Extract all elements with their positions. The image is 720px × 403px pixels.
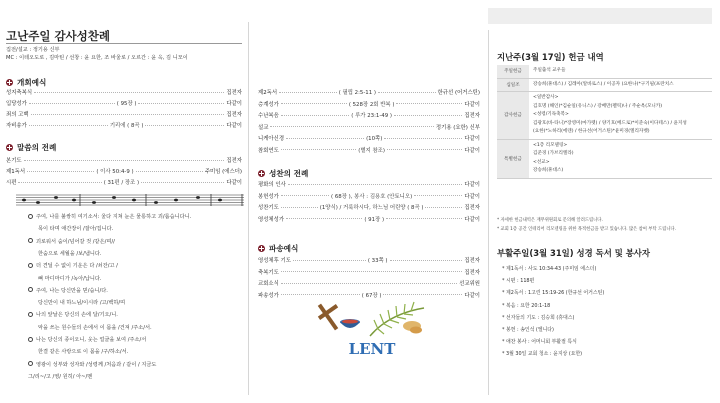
dot-leader [29, 103, 115, 104]
dot-leader [29, 125, 108, 126]
dot-leader [281, 149, 356, 150]
order-item-name: 축복기도 [258, 269, 279, 276]
column-divider [248, 22, 249, 395]
dot-leader [24, 160, 225, 161]
order-row [258, 256, 480, 264]
order-item-role: 집전자 [226, 90, 242, 96]
section-eucharist [258, 168, 308, 179]
psalm-line [28, 213, 191, 220]
order-row [258, 215, 480, 223]
offering-category: 주일헌금 [497, 65, 529, 78]
dot-leader [281, 195, 329, 196]
psalm-line-text: 한숨으로 세월을 /보/냅니다. [38, 250, 102, 257]
psalm-line [38, 348, 128, 355]
celebrant-line: 집전/설교 : 정기용 신부 [6, 47, 60, 53]
offering-row [497, 92, 712, 140]
order-row [258, 134, 480, 142]
offering-line: (요한)*노하리(에덴) / 한규선(어거스틴)*윤미경(엘리자벳) [533, 129, 650, 134]
dot-leader [384, 138, 462, 139]
order-item-name: 층계성가 [258, 101, 279, 108]
offering-row [497, 78, 712, 92]
order-item-detail: ( 91장 ) [364, 216, 385, 223]
circle-bullet-icon [28, 214, 33, 219]
dot-leader [378, 92, 436, 93]
dot-leader [286, 218, 362, 219]
psalm-line [38, 250, 102, 257]
doc-title: 고난주일 감사성찬례 [6, 29, 110, 43]
order-item-role: 주미임 (에스더) [204, 169, 243, 175]
offering-line: 김호명 (해인)*김순일(유니스) / 강배만(펠릭)나 / 주순옥(모니카) [533, 103, 663, 109]
wooden-cross-icon [318, 304, 338, 331]
section-gathering [6, 77, 46, 88]
psalm-line-text: 나는 당신의 종이오니, 웃는 얼굴을 보여 /주소/서 [36, 337, 147, 343]
order-item-detail: ( 68장 ), 봉사 : 김용호 (안토니오) [331, 193, 413, 200]
order-item-name: 죄의 고백 [6, 112, 29, 118]
order-row [6, 167, 242, 175]
dot-leader [387, 149, 462, 150]
circle-bullet-icon [28, 312, 33, 317]
psalm-line-text: 악을 쓰는 원수들의 손에서 이 몸을 /건져 /주소/서. [38, 324, 152, 331]
column-divider [488, 30, 489, 395]
circle-bullet-icon [28, 337, 33, 342]
psalm-line [38, 299, 125, 306]
cross-icon [258, 245, 265, 252]
dot-leader [34, 92, 224, 93]
title-underline [6, 43, 242, 44]
order-row [258, 88, 480, 96]
order-item-role: 다같이 [464, 216, 480, 223]
offering-category: 감사헌금 [497, 92, 529, 140]
dot-leader [396, 103, 462, 104]
easter-item: * 제1독서 : 사도 10:34-43 (주미임 에스더) [502, 266, 597, 272]
offering-table [497, 65, 712, 179]
order-item-name: 영성체성가 [258, 216, 285, 223]
psalm-line-text: 그/리~/고 /영/ 원히/ 아~/멘 [28, 373, 93, 380]
offering-line: <선교> [533, 159, 550, 165]
dot-leader [141, 182, 224, 183]
dot-leader [136, 171, 203, 172]
offering-line: 강승희(휴대스) / 김레아(알바로스) / 이공자 (요한나)*구기필(프란치스 [533, 81, 674, 87]
psalm-line-text: 주여, 나를 불쌍히 여기소서: 울다 지쳐 눈은 물롱하고 괴/롭습니다니. [36, 214, 192, 220]
bowl-icon [340, 319, 360, 328]
dot-leader [281, 103, 347, 104]
order-item-name: 성지축복식 [6, 90, 33, 96]
offering-line: 김광호(바-타니)*장영미(마가렛) / 양기호(베드로)*이준숙(이다테스) / 윤지성 [533, 120, 687, 126]
order-row [6, 99, 242, 107]
order-row [6, 110, 242, 118]
order-item-detail: ( 이사 50:4-9 ) [96, 169, 134, 175]
order-item-name: 니케아신경 [258, 136, 285, 142]
easter-item: * 제2독서 : 1고린 15:19-26 (한규선 어거스틴) [502, 290, 605, 297]
offering-category: 특별헌금 [497, 139, 529, 178]
circle-bullet-icon [28, 238, 33, 243]
psalm-line-text: 나의 앞날은 당신의 손에 달/기오/니. [36, 312, 118, 319]
dot-leader [414, 195, 462, 196]
offering-detail [529, 92, 712, 140]
psalm-line [28, 361, 156, 368]
psalm-line-text: 목이 타며 애간장이 /잘아/집니다. [38, 226, 114, 233]
psalm-line-text: 더 견딜 수 없이 기운은 다 /쇠잔/고 / [36, 263, 118, 270]
offering-row [497, 65, 712, 78]
dot-leader [281, 271, 463, 272]
offering-line: <성령/기독축복> [533, 112, 569, 117]
order-item-role: 집전자 [226, 158, 242, 164]
dot-leader [390, 260, 463, 261]
order-item-detail: ( 루가 23:1-49 ) [351, 113, 392, 119]
dot-leader [18, 182, 101, 183]
psalm-line [38, 275, 102, 282]
ministers-line: MC : 이테오도로 , 김마틴 / 선창 : 윤 요한, 조 바울로 / 오르간 : 윤 옥, 김 니모이 [6, 55, 188, 61]
dot-leader [281, 283, 457, 284]
order-row [6, 156, 242, 164]
order-row [6, 178, 242, 186]
easter-item: * 봉헌 : 송인석 (엘니다) [502, 327, 554, 333]
order-item-name: 참회연도 [258, 147, 279, 154]
easter-item: * 애찬 봉사 : 어머니회 부활절 특식 [502, 339, 577, 346]
offering-category: 십일조 [497, 78, 529, 92]
order-item-role: 다같이 [226, 180, 242, 186]
order-item-detail: ( 33쪽 ) [367, 258, 388, 264]
section-word [6, 142, 56, 153]
order-row [258, 111, 480, 119]
cross-icon [258, 170, 265, 177]
psalm-line-text: 영광이 성부와 성자와 /성령께 /처음과 / 같이 / 지금도 [36, 361, 157, 368]
order-item-name: 본기도 [6, 158, 22, 164]
psalm-line-text: 당신만이 내 하느님/이시라 /고/백하/며 [38, 300, 126, 307]
order-item-name: 설교 [258, 124, 269, 131]
section-dismissal-label: 파송예식 [269, 244, 299, 253]
offering-detail [529, 139, 712, 178]
dot-leader [31, 114, 225, 115]
order-item-name: 평화의 인사 [258, 182, 286, 188]
dot-leader [281, 115, 349, 116]
psalm-line-text: 한결 같은 사랑으로 이 몸을 /구/하소/서. [38, 349, 129, 356]
order-item-name: 봉헌성가 [258, 193, 279, 200]
psalm-line [38, 324, 152, 331]
order-row [258, 123, 480, 131]
dot-leader [425, 207, 462, 208]
offering-note: * 자세한 헌금내역은 재무위원회로 문의해 알려드립니다. [497, 218, 603, 223]
order-row [258, 192, 480, 200]
order-item-detail: ( 67장 ) [361, 292, 382, 299]
order-item-role: 다같이 [464, 101, 481, 108]
dot-leader [281, 207, 318, 208]
order-item-role: 정기용 (요한) 신부 [435, 124, 480, 131]
order-item-detail: ( 필립 2:5-11 ) [338, 90, 376, 96]
order-item-detail: ( 528장 2회 반복 ) [348, 101, 395, 108]
order-item-detail: (10쪽) [366, 136, 383, 142]
dot-leader [279, 92, 337, 93]
dot-leader [145, 125, 224, 126]
dot-leader [27, 171, 94, 172]
easter-item: * 선자들의 기도 : 김승희 (휴대스) [502, 314, 575, 321]
order-item-role: 집전자 [226, 112, 242, 118]
order-item-role: 집전자 [464, 269, 480, 276]
order-row [258, 146, 480, 154]
order-item-detail: (별지 참조) [358, 147, 385, 154]
dot-leader [270, 126, 433, 127]
order-item-role: 다같이 [464, 136, 481, 142]
order-row [258, 180, 480, 188]
offering-line: 김준경 (가브리엘라) [533, 151, 574, 156]
offering-line: 주일출석 교우들 [533, 68, 566, 73]
order-item-role: 집전자 [464, 258, 481, 264]
psalm-line [28, 287, 108, 294]
order-item-name: 영성체후 기도 [258, 258, 291, 264]
order-item-detail: ( 95장 ) [116, 101, 137, 107]
dot-leader [288, 184, 463, 185]
offering-line: <일반감사> [533, 95, 559, 100]
dot-leader [138, 103, 224, 104]
order-item-role: 다같이 [226, 123, 243, 129]
easter-title: 부활주일(3월 31일) 성경 독서 및 봉사자 [497, 248, 650, 258]
dot-leader [293, 260, 366, 261]
lent-illustration [312, 292, 432, 358]
order-item-name: 입당성가 [6, 101, 27, 107]
easter-item: * 3월 30일 교회 청소 : 윤지상 (요한) [502, 351, 583, 358]
section-eucharist-label: 성찬의 전례 [269, 169, 309, 178]
order-item-role: 한규선 (어거스틴) [437, 90, 480, 96]
dot-leader [286, 138, 364, 139]
dot-leader [394, 115, 462, 116]
offering-title: 지난주(3월 17일) 헌금 내역 [497, 52, 604, 62]
order-item-name: 성찬기도 [258, 205, 279, 211]
order-item-detail: ( 31편 / 장조 ) [103, 180, 140, 186]
order-item-role: 다같이 [464, 193, 481, 200]
order-item-name: 시편 [6, 180, 17, 186]
header-box [488, 8, 712, 24]
order-item-name: 파송성가 [258, 292, 279, 299]
order-item-name: 자비송가 [6, 123, 27, 129]
psalm-line [28, 336, 146, 343]
psalm-line [28, 238, 115, 245]
order-item-name: 제2독서 [258, 90, 278, 96]
lent-label: LENT [348, 340, 396, 358]
psalm-line-text: 주여, 나는 당신만을 믿/습니/다. [36, 287, 108, 294]
order-item-role: 다같이 [464, 182, 480, 188]
order-row [258, 279, 480, 287]
cross-icon [6, 144, 13, 151]
easter-item: * 복음 : 요한 20:1-18 [502, 302, 551, 309]
easter-item: * 시편 : 118편 [502, 278, 535, 285]
offering-line: 강승희(휴대스) [533, 168, 564, 173]
offering-detail [529, 65, 712, 78]
order-item-detail: 기리에 ( 8곡 ) [109, 123, 144, 129]
offering-line: <1층 리모델링> [533, 142, 568, 148]
order-row [6, 121, 242, 129]
order-item-name: 제1독서 [6, 169, 26, 175]
section-dismissal [258, 243, 298, 254]
bread-icon [403, 321, 422, 334]
section-word-label: 말씀의 전례 [17, 143, 57, 152]
circle-bullet-icon [28, 361, 33, 366]
psalm-line [28, 373, 92, 380]
psalm-line-text: 뼈 마디마디가 /녹아/납니다. [38, 275, 102, 282]
order-item-role: 다같이 [226, 101, 243, 107]
order-item-role: 다같이 [464, 147, 480, 154]
order-item-role: 선교위원 [459, 281, 480, 287]
cross-icon [6, 79, 13, 86]
psalm-line-text: 괴로워서 숨이/넘어갈 것 /같은/며// [36, 238, 115, 245]
order-item-name: 교회소식 [258, 281, 279, 287]
dot-leader [386, 218, 462, 219]
offering-row [497, 139, 712, 178]
circle-bullet-icon [28, 287, 33, 292]
order-item-name: 수난복음 [258, 113, 279, 119]
psalm-line [38, 225, 113, 232]
section-gathering-label: 개회예식 [17, 78, 47, 87]
offering-detail [529, 78, 712, 92]
order-row [6, 88, 242, 96]
order-item-detail: (1양식) / 거룩하시다, 하느님 어린양 ( 8곡 ) [319, 205, 424, 211]
psalm-line [28, 262, 118, 269]
music-staff-icon [16, 193, 244, 207]
circle-bullet-icon [28, 263, 33, 268]
order-row [258, 203, 480, 211]
order-row [258, 100, 480, 108]
order-row [258, 268, 480, 276]
order-item-role: 집전자 [464, 113, 481, 119]
psalm-line [28, 311, 118, 318]
order-item-role: 다같이 [464, 292, 481, 299]
order-item-role: 집전자 [464, 205, 481, 211]
offering-note: * 교회 1층 공간 인테리어 리모델링을 위한 목적헌금을 받고 있습니다. 많은 참여 부탁 드립니다. [497, 227, 676, 232]
